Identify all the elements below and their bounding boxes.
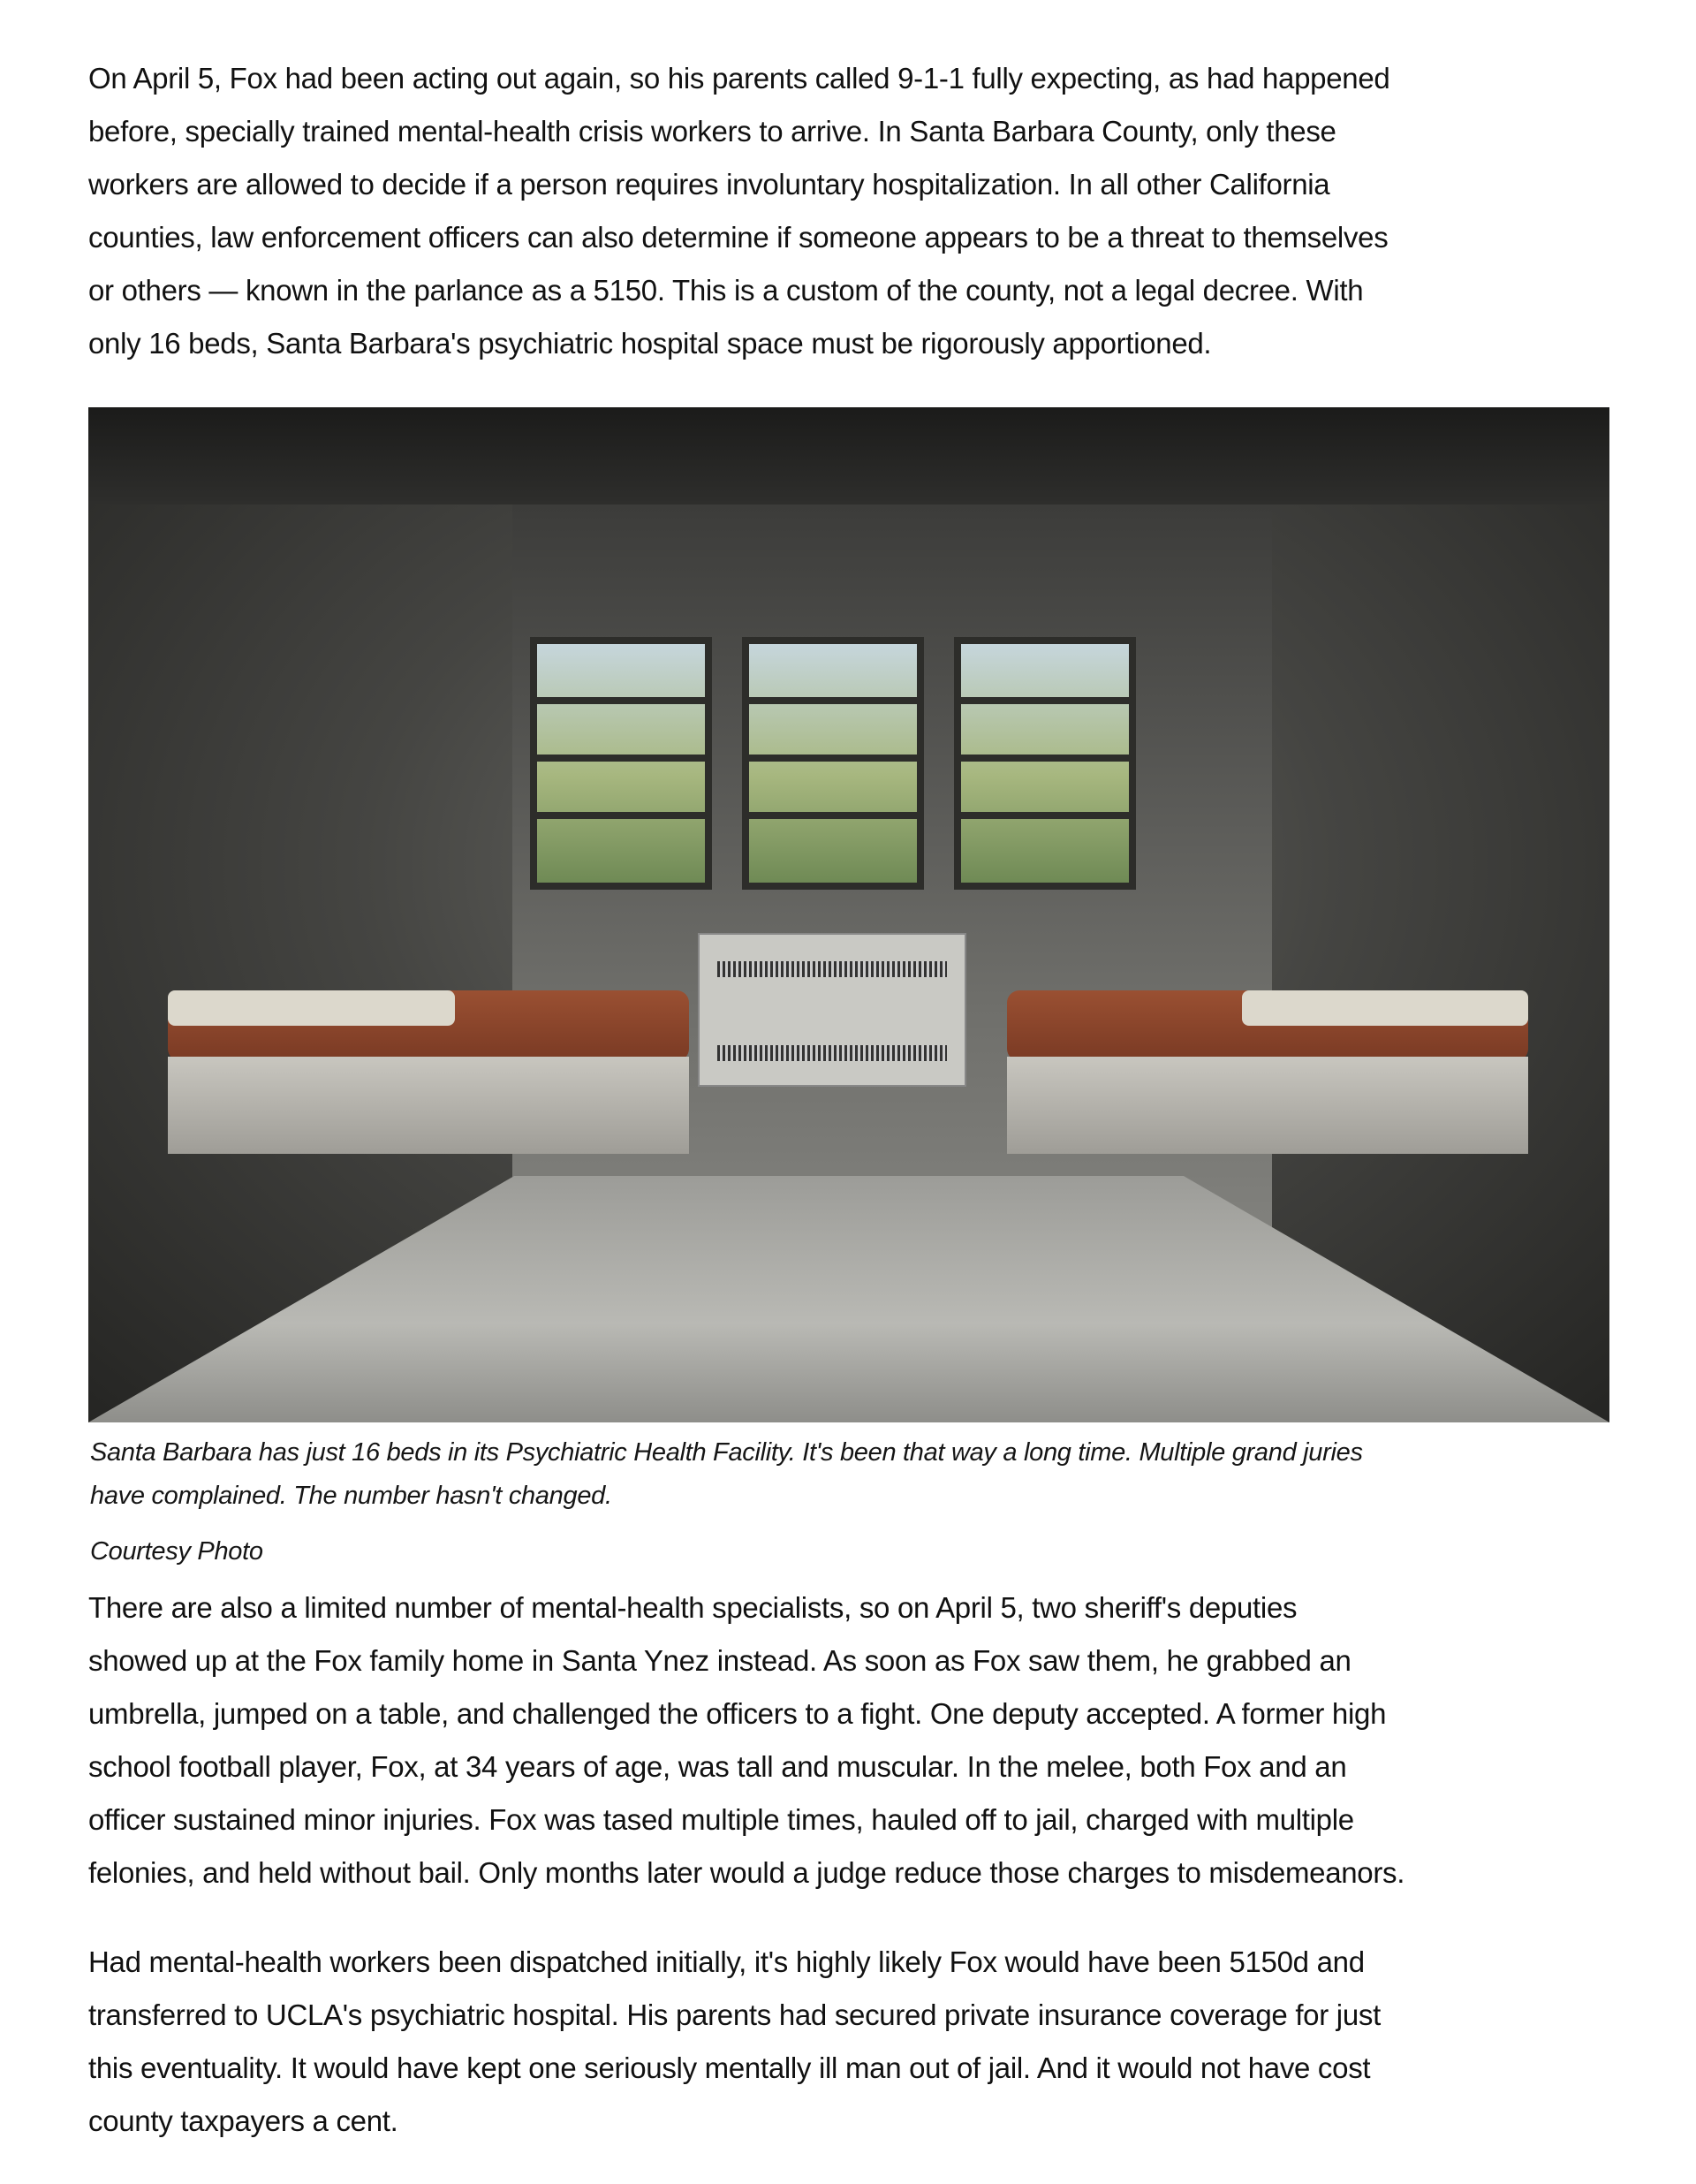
text-line: before, specially trained mental-health crisis workers to arrive. In Santa Barbara County, only these	[88, 115, 1336, 148]
floor	[88, 1176, 1609, 1422]
text-line: umbrella, jumped on a table, and challenged the officers to a fight. One deputy accepted. A former high	[88, 1697, 1387, 1730]
window	[742, 637, 924, 890]
text-line: school football player, Fox, at 34 years of age, was tall and muscular. In the melee, both Fox and an	[88, 1750, 1347, 1783]
window	[954, 637, 1136, 890]
text-line: counties, law enforcement officers can also determine if someone appears to be a threat to themselves	[88, 221, 1389, 254]
text-line: only 16 beds, Santa Barbara's psychiatric hospital space must be rigorously apportioned.	[88, 327, 1212, 360]
text-line: showed up at the Fox family home in Santa Ynez instead. As soon as Fox saw them, he grabbed an	[88, 1644, 1352, 1677]
text-line: workers are allowed to decide if a person requires involuntary hospitalization. In all other California	[88, 168, 1330, 201]
text-line: county taxpayers a cent.	[88, 2104, 398, 2137]
ceiling	[88, 407, 1609, 504]
text-line: There are also a limited number of mental-health specialists, so on April 5, two sheriff's deputies	[88, 1591, 1298, 1624]
text-line: Had mental-health workers been dispatched initially, it's highly likely Fox would have been 5150d and	[88, 1945, 1365, 1978]
text-line: or others — known in the parlance as a 5150. This is a custom of the county, not a legal decree. With	[88, 274, 1364, 307]
window	[530, 637, 712, 890]
text-line: officer sustained minor injuries. Fox was tased multiple times, hauled off to jail, charged with multiple	[88, 1803, 1354, 1836]
bed-right	[1007, 955, 1528, 1158]
text-line: felonies, and held without bail. Only months later would a judge reduce those charges to misdemeanors.	[88, 1856, 1405, 1889]
paragraph-1	[88, 52, 1389, 370]
photo-credit: Courtesy Photo	[90, 1537, 263, 1566]
text-line: this eventuality. It would have kept one seriously mentally ill man out of jail. And it would not have cost	[88, 2051, 1371, 2084]
text-line: On April 5, Fox had been acting out again, so his parents called 9-1-1 fully expecting, as had happened	[88, 62, 1390, 95]
caption-line: have complained. The number hasn't changed.	[90, 1482, 612, 1510]
paragraph-2	[88, 1581, 1404, 1900]
radiator	[698, 933, 966, 1087]
bed-left	[168, 955, 689, 1158]
paragraph-3	[88, 1936, 1381, 2148]
photo-caption	[90, 1431, 1363, 1518]
psychiatric-facility-room-photo	[88, 407, 1609, 1422]
caption-line: Santa Barbara has just 16 beds in its Psychiatric Health Facility. It's been that way a long time. Multiple grand juries	[90, 1438, 1363, 1467]
text-line: transferred to UCLA's psychiatric hospital. His parents had secured private insurance coverage for just	[88, 1998, 1381, 2031]
